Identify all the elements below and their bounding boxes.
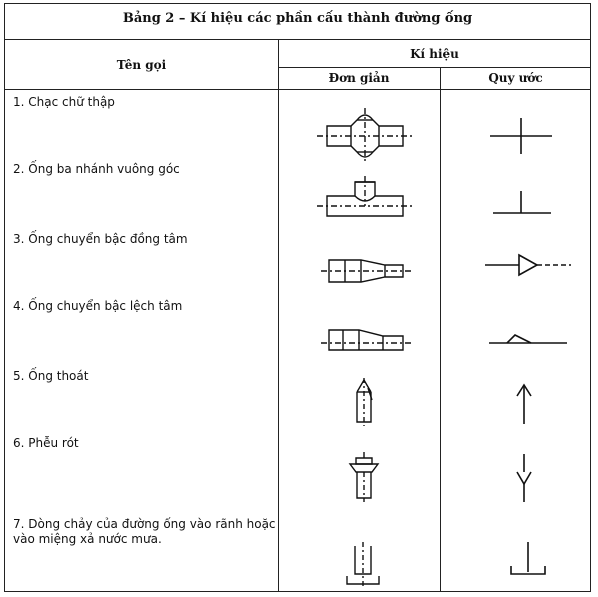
- row-label: 1. Chạc chữ thập: [13, 95, 115, 109]
- concentric-reducer-symbol-icon: [483, 252, 573, 278]
- row-label: 7. Dòng chảy của đường ống vào rãnh hoặc vào miệng xả nước mưa.: [13, 517, 276, 546]
- concentric-reducer-icon: [319, 256, 415, 286]
- cross-fitting-icon: [315, 108, 415, 164]
- header-name: Tên gọi: [116, 58, 167, 72]
- up-arrow-icon: [513, 382, 535, 426]
- symbol-table: [4, 3, 591, 592]
- header-symbol: Kí hiệu: [410, 47, 459, 61]
- header-bottom-line: [5, 89, 591, 90]
- tee-symbol-icon: [491, 189, 553, 219]
- down-arrow-fork-icon: [513, 452, 535, 504]
- eccentric-reducer-symbol-icon: [487, 328, 569, 348]
- tee-fitting-icon: [315, 176, 415, 224]
- column-divider-name: [278, 40, 279, 591]
- drain-symbol-icon: [505, 538, 551, 582]
- header-convention: Quy ước: [488, 71, 543, 85]
- row-label: 6. Phễu rót: [13, 436, 79, 450]
- funnel-icon: [346, 452, 382, 502]
- row-label: 5. Ống thoát: [13, 369, 89, 383]
- header-subdivider: [278, 67, 591, 68]
- drain-inlet-icon: [343, 542, 383, 590]
- header-simple: Đơn giản: [328, 71, 390, 85]
- cross-symbol-icon: [488, 116, 554, 156]
- eccentric-reducer-icon: [319, 324, 415, 354]
- table-title: Bảng 2 – Kí hiệu các phần cấu thành đường ống: [5, 4, 590, 40]
- column-divider-symbol: [440, 67, 441, 591]
- outlet-pipe-icon: [349, 376, 379, 428]
- row-label: 3. Ống chuyển bậc đồng tâm: [13, 232, 188, 246]
- row-label: 2. Ống ba nhánh vuông góc: [13, 162, 180, 176]
- row-label: 4. Ống chuyển bậc lệch tâm: [13, 299, 183, 313]
